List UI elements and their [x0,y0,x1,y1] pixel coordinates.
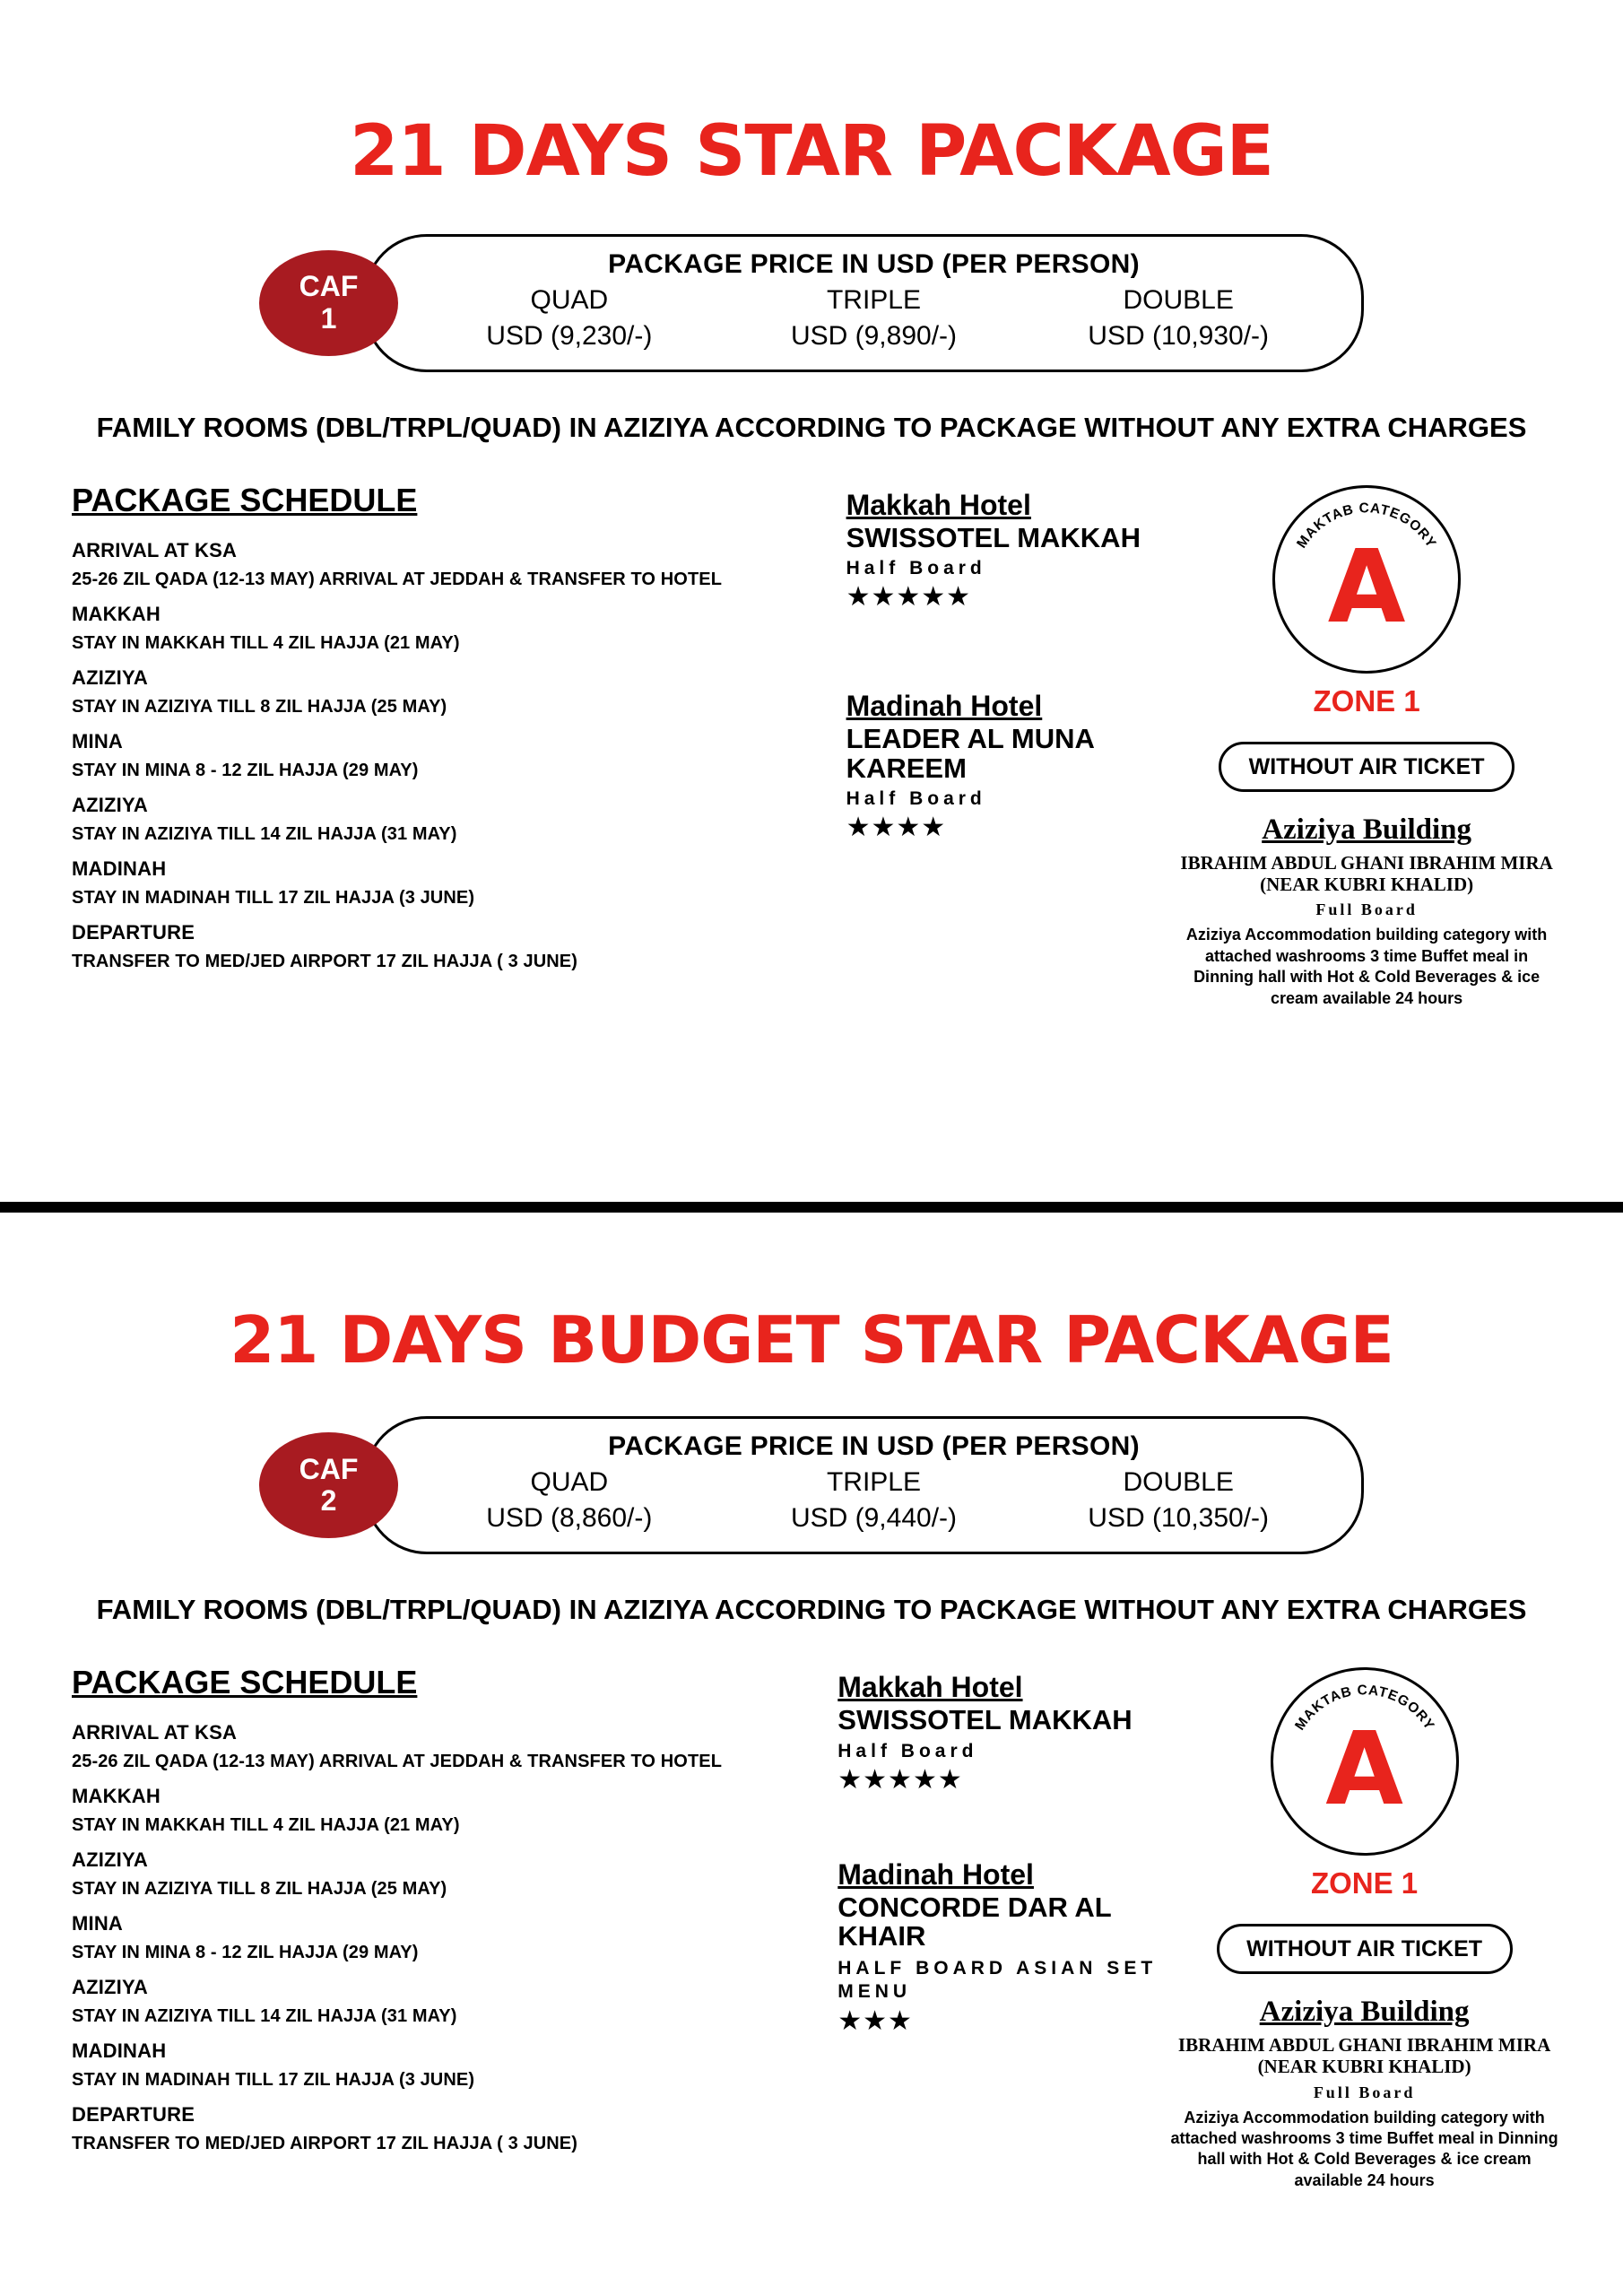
makkah-hotel-name: SWISSOTEL MAKKAH [846,521,1141,553]
svg-text:MAKTAB CATEGORY [1292,1683,1437,1733]
package-content [36,482,1587,1009]
madinah-hotel-board: Half Board [846,788,986,810]
makkah-hotel-label: Makkah Hotel [838,1671,1023,1704]
schedule-item-sub: STAY IN AZIZIYA TILL 8 ZIL HAJJA (25 MAY) [72,1879,447,1900]
schedule-item-head: MADINAH [72,857,167,880]
zone-label: ZONE 1 [1313,683,1420,718]
makkah-hotel-block [838,1671,1168,1796]
schedule-item [72,539,846,590]
price-row [36,234,1587,372]
schedule-column-2 [72,1664,838,2191]
makkah-hotel-label: Makkah Hotel [846,488,1031,521]
schedule-item-sub: STAY IN MINA 8 - 12 ZIL HAJJA (29 MAY) [72,760,419,780]
aziziya-board: Full Board [1315,900,1418,919]
maktab-category-badge [1272,485,1461,674]
schedule-item-head: MINA [72,1912,124,1935]
caf-badge [259,250,398,356]
schedule-item-head: AZIZIYA [72,1976,148,1999]
schedule-item-sub: TRANSFER TO MED/JED AIRPORT 17 ZIL HAJJA ( 3 JUNE) [72,2134,577,2154]
extras-column [1173,482,1560,1009]
svg-text:MAKTAB CATEGORY [1294,500,1439,551]
schedule-item-head: DEPARTURE [72,920,195,944]
aziziya-title: Aziziya Building [1262,813,1471,847]
price-column-triple: TRIPLE [826,1466,921,1497]
package-section-2 [0,1256,1623,2296]
price-value-triple: USD (9,440/-) [790,1502,958,1533]
aziziya-address: IBRAHIM ABDUL GHANI IBRAHIM MIRA (NEAR KUBRI KHALID) [1177,2034,1551,2078]
schedule-item-sub: 25-26 ZIL QADA (12-13 MAY) ARRIVAL AT JEDDAH & TRANSFER TO HOTEL [72,1752,723,1772]
package-content-2 [36,1664,1587,2191]
schedule-item [72,1976,838,2027]
madinah-hotel-block [838,1858,1168,2038]
zone-label: ZONE 1 [1310,1866,1419,1900]
aziziya-description: Aziziya Accommodation building category with attached washrooms 3 time Buffet meal in Dinning hall with Hot & Cold Beverages & ice cream available 24 hours [1170,2108,1558,2189]
schedule-item-sub: STAY IN MINA 8 - 12 ZIL HAJJA (29 MAY) [72,1943,419,1963]
aziziya-address: IBRAHIM ABDUL GHANI IBRAHIM MIRA (NEAR KUBRI KHALID) [1180,852,1553,896]
price-value-double: USD (10,350/-) [1088,1502,1270,1533]
schedule-item [72,730,846,781]
schedule-item-sub: STAY IN MADINAH TILL 17 ZIL HAJJA (3 JUNE) [72,887,475,908]
page-title: 21 DAYS STAR PACKAGE [350,111,1273,193]
schedule-item-sub: STAY IN MAKKAH TILL 4 ZIL HAJJA (21 MAY) [72,632,460,653]
schedule-item-head: MAKKAH [72,602,161,625]
price-column-double: DOUBLE [1123,284,1234,315]
price-column-double: DOUBLE [1123,1466,1234,1497]
maktab-arc-text [1273,1677,1456,1767]
madinah-hotel-board: HALF BOARD ASIAN SET MENU [838,1957,1158,2002]
schedule-item [72,666,846,718]
price-box [364,234,1364,372]
schedule-item-head: MINA [72,729,124,752]
schedule-item-head: AZIZIYA [72,665,148,689]
maktab-grade: A [1325,1711,1403,1829]
price-value-quad: USD (8,860/-) [486,1502,653,1533]
schedule-item-sub: 25-26 ZIL QADA (12-13 MAY) ARRIVAL AT JEDDAH & TRANSFER TO HOTEL [72,569,723,589]
price-column-triple: TRIPLE [826,284,921,315]
aziziya-title: Aziziya Building [1259,1996,1470,2029]
schedule-item-sub: STAY IN MADINAH TILL 17 ZIL HAJJA (3 JUNE) [72,2070,475,2091]
aziziya-board: Full Board [1313,2083,1416,2101]
aziziya-description: Aziziya Accommodation building category with attached washrooms 3 time Buffet meal in Dinning hall with Hot & Cold Beverages & ice cream available 24 hours [1185,926,1548,1007]
price-value-double: USD (10,930/-) [1088,320,1270,351]
makkah-hotel-stars: ★★★★★ [846,582,972,613]
family-rooms-note: FAMILY ROOMS (DBL/TRPL/QUAD) IN AZIZIYA ACCORDING TO PACKAGE WITHOUT ANY EXTRA CHARGES [96,411,1527,443]
schedule-item [72,603,846,654]
price-value-quad: USD (9,230/-) [486,320,653,351]
madinah-hotel-name: CONCORDE DAR AL KHAIR [838,1891,1112,1952]
caf-label: CAF [299,270,359,303]
makkah-hotel-stars: ★★★★★ [838,1764,963,1795]
makkah-hotel-block [846,489,1174,613]
extras-column-2 [1168,1664,1560,2191]
family-rooms-note-2: FAMILY ROOMS (DBL/TRPL/QUAD) IN AZIZIYA ACCORDING TO PACKAGE WITHOUT ANY EXTRA CHARGES [96,1593,1527,1625]
schedule-item [72,1785,838,1836]
schedule-item-head: MADINAH [72,2039,167,2063]
caf-number: 1 [320,301,337,335]
schedule-item-sub: TRANSFER TO MED/JED AIRPORT 17 ZIL HAJJA ( 3 JUNE) [72,951,577,971]
schedule-item-sub: STAY IN AZIZIYA TILL 8 ZIL HAJJA (25 MAY) [72,696,447,717]
schedule-item [72,857,846,909]
schedule-column [72,482,846,1009]
caf-label: CAF [299,1452,359,1485]
caf-number: 2 [320,1483,337,1517]
maktab-arc-text [1275,495,1458,585]
schedule-item-head: ARRIVAL AT KSA [72,1721,238,1744]
schedule-title: PACKAGE SCHEDULE [72,1664,418,1701]
schedule-item-head: MAKKAH [72,1785,161,1808]
makkah-hotel-board: Half Board [846,558,986,579]
madinah-hotel-label: Madinah Hotel [846,690,1043,723]
schedule-item-head: AZIZIYA [72,793,148,816]
price-grid [417,1467,1331,1534]
hotels-column [846,482,1174,1009]
maktab-arc-label: MAKTAB CATEGORY [1291,1683,1437,1734]
price-row-2 [36,1416,1587,1554]
schedule-item-head: AZIZIYA [72,1848,148,1872]
ticket-note: WITHOUT AIR TICKET [1217,1924,1513,1974]
maktab-category-badge [1271,1667,1459,1856]
maktab-grade: A [1327,528,1406,646]
schedule-item-sub: STAY IN AZIZIYA TILL 14 ZIL HAJJA (31 MAY) [72,2006,457,2027]
schedule-item [72,2039,838,2091]
makkah-hotel-name: SWISSOTEL MAKKAH [838,1704,1133,1736]
madinah-hotel-block [846,690,1174,843]
price-column-quad: QUAD [530,284,609,315]
schedule-item-head: ARRIVAL AT KSA [72,538,238,561]
makkah-hotel-board: Half Board [838,1740,978,1761]
schedule-item [72,921,846,972]
hotels-column-2 [838,1664,1168,2191]
madinah-hotel-name: LEADER AL MUNA KAREEM [846,723,1094,784]
schedule-item [72,2103,838,2154]
schedule-item-sub: STAY IN MAKKAH TILL 4 ZIL HAJJA (21 MAY) [72,1815,460,1836]
price-grid [417,285,1331,352]
price-heading: PACKAGE PRICE IN USD (PER PERSON) [608,248,1140,279]
schedule-item [72,1721,838,1772]
caf-badge-2 [259,1432,398,1538]
section-divider [0,1202,1623,1213]
schedule-title: PACKAGE SCHEDULE [72,481,418,518]
price-heading: PACKAGE PRICE IN USD (PER PERSON) [608,1431,1140,1461]
page-title-2: 21 DAYS BUDGET STAR PACKAGE [230,1302,1393,1378]
maktab-arc-label: MAKTAB CATEGORY [1294,500,1439,552]
schedule-item [72,1912,838,1963]
madinah-hotel-stars: ★★★ [838,2006,913,2037]
schedule-item [72,1848,838,1900]
schedule-item-sub: STAY IN AZIZIYA TILL 14 ZIL HAJJA (31 MAY) [72,823,457,844]
price-value-triple: USD (9,890/-) [790,320,958,351]
schedule-item-head: DEPARTURE [72,2103,195,2126]
schedule-item [72,794,846,845]
price-column-quad: QUAD [530,1466,609,1497]
ticket-note: WITHOUT AIR TICKET [1219,742,1515,792]
package-section-1 [0,47,1623,1202]
madinah-hotel-label: Madinah Hotel [838,1857,1034,1891]
price-box-2 [364,1416,1364,1554]
madinah-hotel-stars: ★★★★ [846,813,947,843]
